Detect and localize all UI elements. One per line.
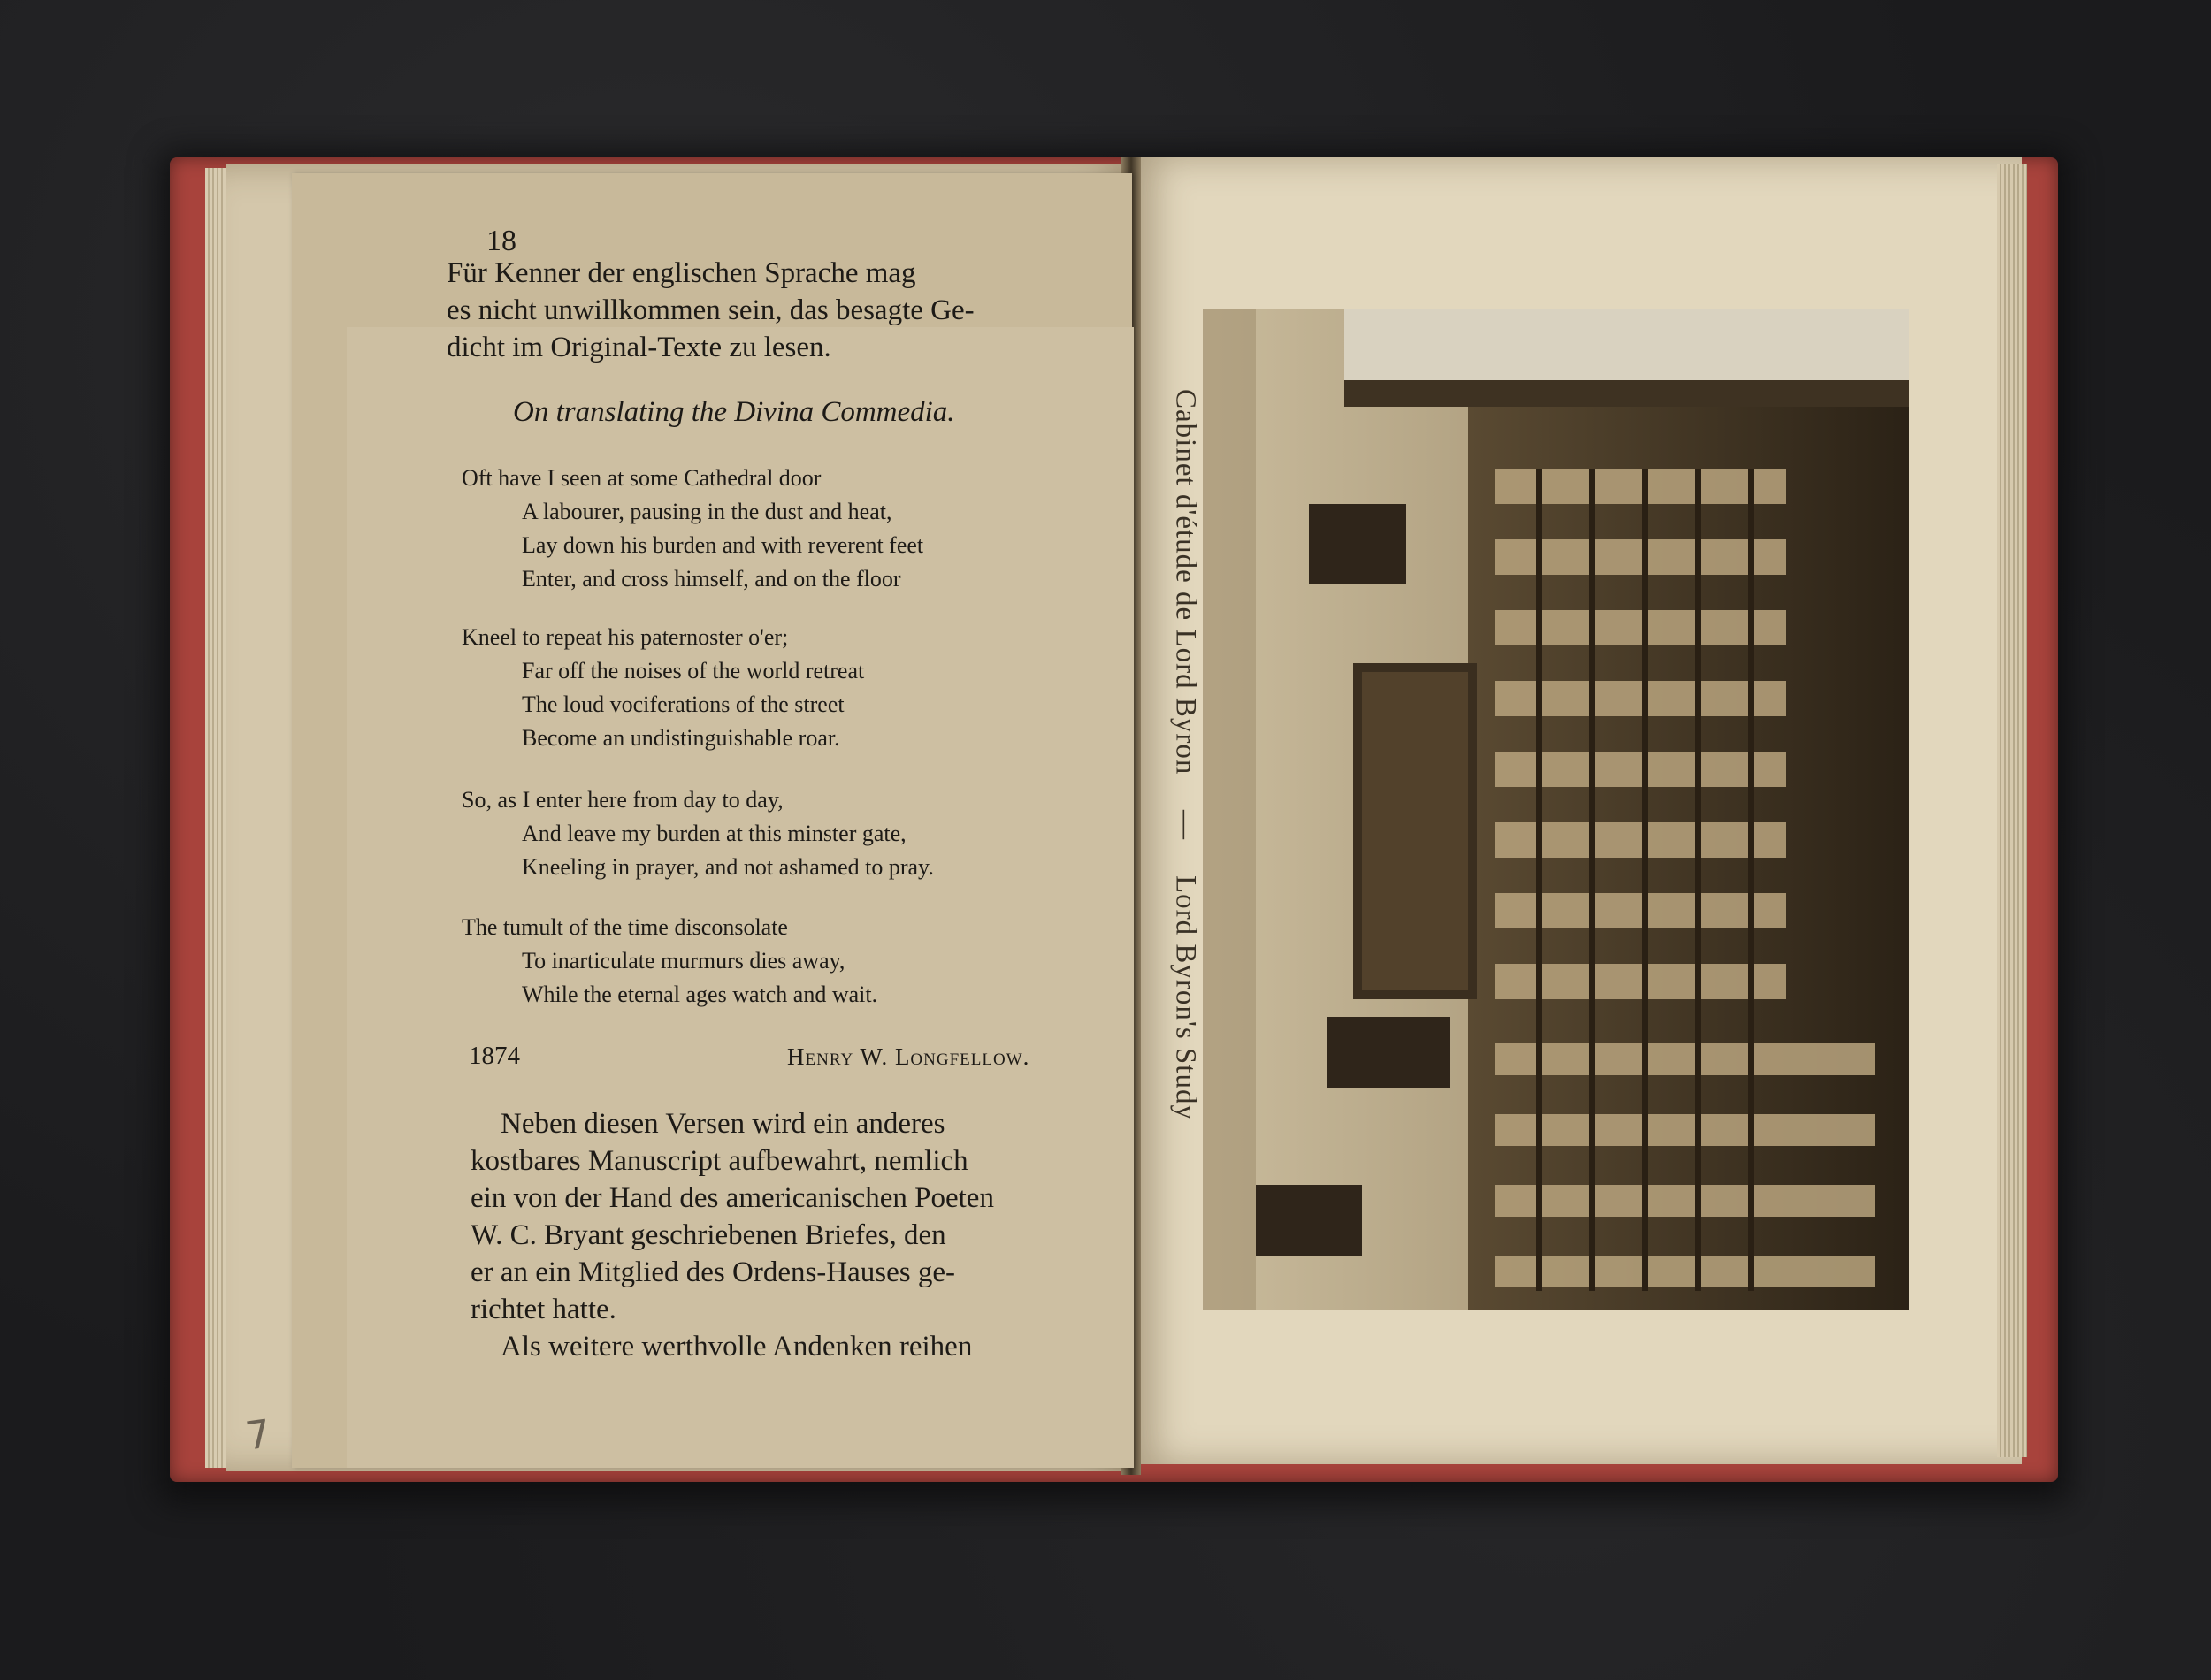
closing-line: Neben diesen Versen wird ein anderes [501, 1108, 945, 1140]
poem-line: The loud vociferations of the street [522, 691, 845, 717]
poem-line: And leave my burden at this minster gate, [522, 821, 907, 846]
closing-line: Als weitere werthvolle Andenken reihen [501, 1331, 973, 1363]
stanza-2 [462, 621, 864, 755]
closing-line: ein von der Hand des americanischen Poeten [471, 1182, 994, 1214]
closing-line: kostbares Manuscript aufbewahrt, nemlich [471, 1145, 968, 1177]
caption-french: Cabinet d'étude de Lord Byron [1169, 389, 1202, 775]
poem-line: A labourer, pausing in the dust and heat, [522, 499, 892, 524]
closing-line: richtet hatte. [471, 1294, 616, 1325]
poem-line: Enter, and cross himself, and on the floor [522, 566, 901, 592]
poem-line: While the eternal ages watch and wait. [522, 981, 878, 1007]
stanza-1 [462, 462, 923, 596]
page-number: 18 [486, 225, 516, 257]
poem-line: Kneeling in prayer, and not ashamed to pray. [522, 854, 934, 880]
poem-line: Kneel to repeat his paternoster o'er; [462, 624, 789, 650]
poem-title: On translating the Divina Commedia. [513, 396, 955, 428]
study-photo-illustration [1203, 309, 1909, 1310]
signature-year: 1874 [469, 1042, 520, 1070]
caption-english: Lord Byron's Study [1169, 875, 1202, 1121]
pencil-mark: 7 [242, 1411, 274, 1460]
page-edges-right [1997, 164, 2027, 1457]
stanza-4 [462, 911, 877, 1012]
closing-line: W. C. Bryant geschriebenen Briefes, den [471, 1219, 946, 1251]
intro-line: es nicht unwillkommen sein, das besagte Ge- [447, 294, 975, 326]
poem-line: So, as I enter here from day to day, [462, 787, 784, 813]
closing-line: er an ein Mitglied des Ordens-Hauses ge- [471, 1256, 955, 1288]
poem-line: Lay down his burden and with reverent feet [522, 532, 924, 558]
poem-line: To inarticulate murmurs dies away, [522, 948, 845, 974]
intro-paragraph [447, 255, 1070, 366]
stanza-3 [462, 783, 934, 884]
poem-line: The tumult of the time disconsolate [462, 914, 788, 940]
photograph-lord-byron-study [1203, 309, 1909, 1310]
poem-line: Become an undistinguishable roar. [522, 725, 840, 751]
intro-line: Für Kenner der englischen Sprache mag [447, 257, 916, 289]
intro-line: dicht im Original-Texte zu lesen. [447, 332, 831, 363]
poem-line: Oft have I seen at some Cathedral door [462, 465, 822, 491]
caption-separator: — [1169, 810, 1202, 841]
signature-author: Henry W. Longfellow. [787, 1043, 1030, 1070]
closing-paragraph [471, 1105, 1081, 1365]
poem-line: Far off the noises of the world retreat [522, 658, 865, 683]
